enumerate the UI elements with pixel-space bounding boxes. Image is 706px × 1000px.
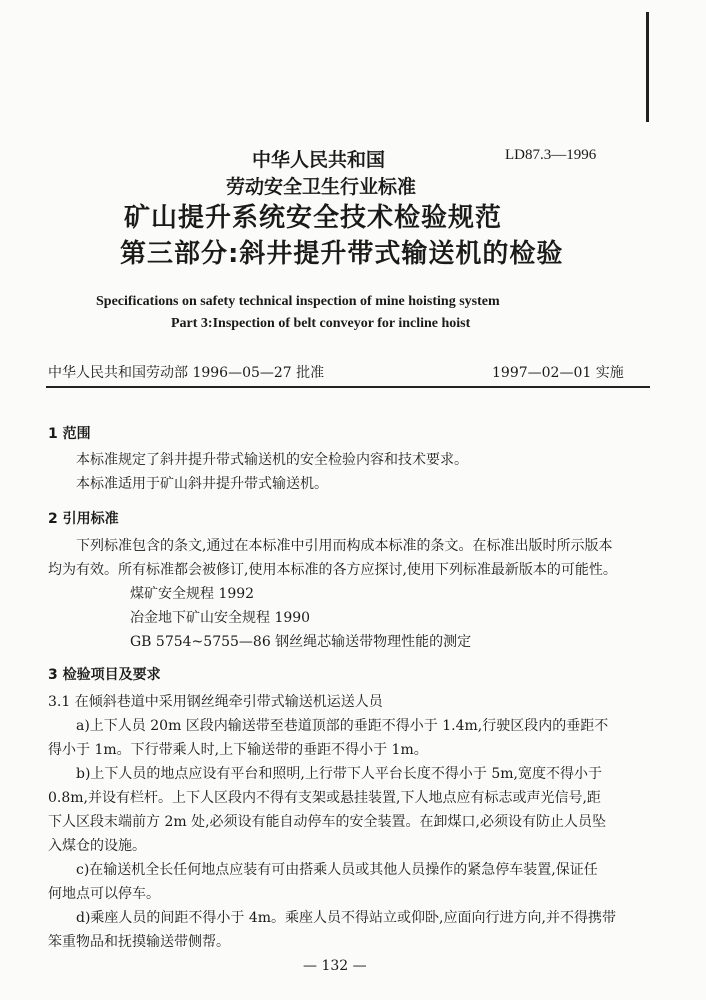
national-standard-label: 中华人民共和国: [252, 149, 386, 171]
english-title-line2: Part 3:Inspection of belt conveyor for incline hoist: [171, 316, 471, 331]
clause-a-line: 得小于 1m。下行带乘人时,上下输送带的垂距不得小于 1m。: [48, 742, 428, 758]
clause-c-line: 何地点可以停车。: [48, 886, 160, 902]
section-3-heading: 3 检验项目及要求: [48, 667, 161, 683]
clause-b-line: 0.8m,并设有栏杆。上下人区段内不得有支架或悬挂装置,下人地点应有标志或声光信号,距: [48, 790, 601, 806]
section-1-line: 本标准适用于矿山斜井提升带式输送机。: [76, 476, 328, 492]
page-number: — 132 —: [303, 958, 367, 974]
section-1-heading: 1 范围: [48, 426, 91, 442]
clause-d-line: 笨重物品和抚摸输送带侧帮。: [48, 934, 230, 950]
reference-item: 煤矿安全规程 1992: [130, 586, 255, 602]
clause-d-line: d)乘座人员的间距不得小于 4m。乘座人员不得站立或仰卧,应面向行进方向,并不得携带: [76, 910, 616, 926]
section-2-line: 下列标准包含的条文,通过在本标准中引用而构成本标准的条文。在标准出版时所示版本: [76, 538, 613, 554]
section-2-heading: 2 引用标准: [48, 511, 119, 527]
clause-c-line: c)在输送机全长任何地点应装有可由搭乘人员或其他人员操作的紧急停车装置,保证任: [76, 862, 598, 878]
standard-code: LD87.3—1996: [505, 147, 597, 163]
approval-date: 中华人民共和国劳动部 1996—05—27 批准: [48, 365, 325, 381]
clause-b-line: 下人区段末端前方 2m 处,必须设有能自动停车的安全装置。在卸煤口,必须设有防止人员坠: [48, 814, 606, 830]
scan-edge-mark: [646, 12, 649, 122]
header-divider: [46, 386, 650, 388]
reference-item: 冶金地下矿山安全规程 1990: [130, 610, 311, 626]
document-title-line2: 第三部分:斜井提升带式输送机的检验: [120, 239, 564, 269]
section-3-1-heading: 3.1 在倾斜巷道中采用钢丝绳牵引带式输送机运送人员: [48, 694, 383, 710]
industry-standard-label: 劳动安全卫生行业标准: [226, 176, 417, 198]
section-1-line: 本标准规定了斜井提升带式输送机的安全检验内容和技术要求。: [76, 452, 468, 468]
implementation-date: 1997—02—01 实施: [492, 365, 624, 381]
reference-item: GB 5754~5755—86 钢丝绳芯输送带物理性能的测定: [130, 634, 472, 650]
english-title-line1: Specifications on safety technical inspection of mine hoisting system: [96, 294, 500, 309]
document-title-line1: 矿山提升系统安全技术检验规范: [124, 203, 503, 233]
clause-b-line: b)上下人员的地点应设有平台和照明,上行带下人平台长度不得小于 5m,宽度不得小于: [76, 766, 602, 782]
clause-a-line: a)上下人员 20m 区段内输送带至巷道顶部的垂距不得小于 1.4m,行驶区段内的垂距不: [76, 718, 609, 734]
clause-b-line: 入煤仓的设施。: [48, 838, 146, 854]
section-2-line: 均为有效。所有标准都会被修订,使用本标准的各方应探讨,使用下列标准最新版本的可能性。: [48, 562, 617, 578]
